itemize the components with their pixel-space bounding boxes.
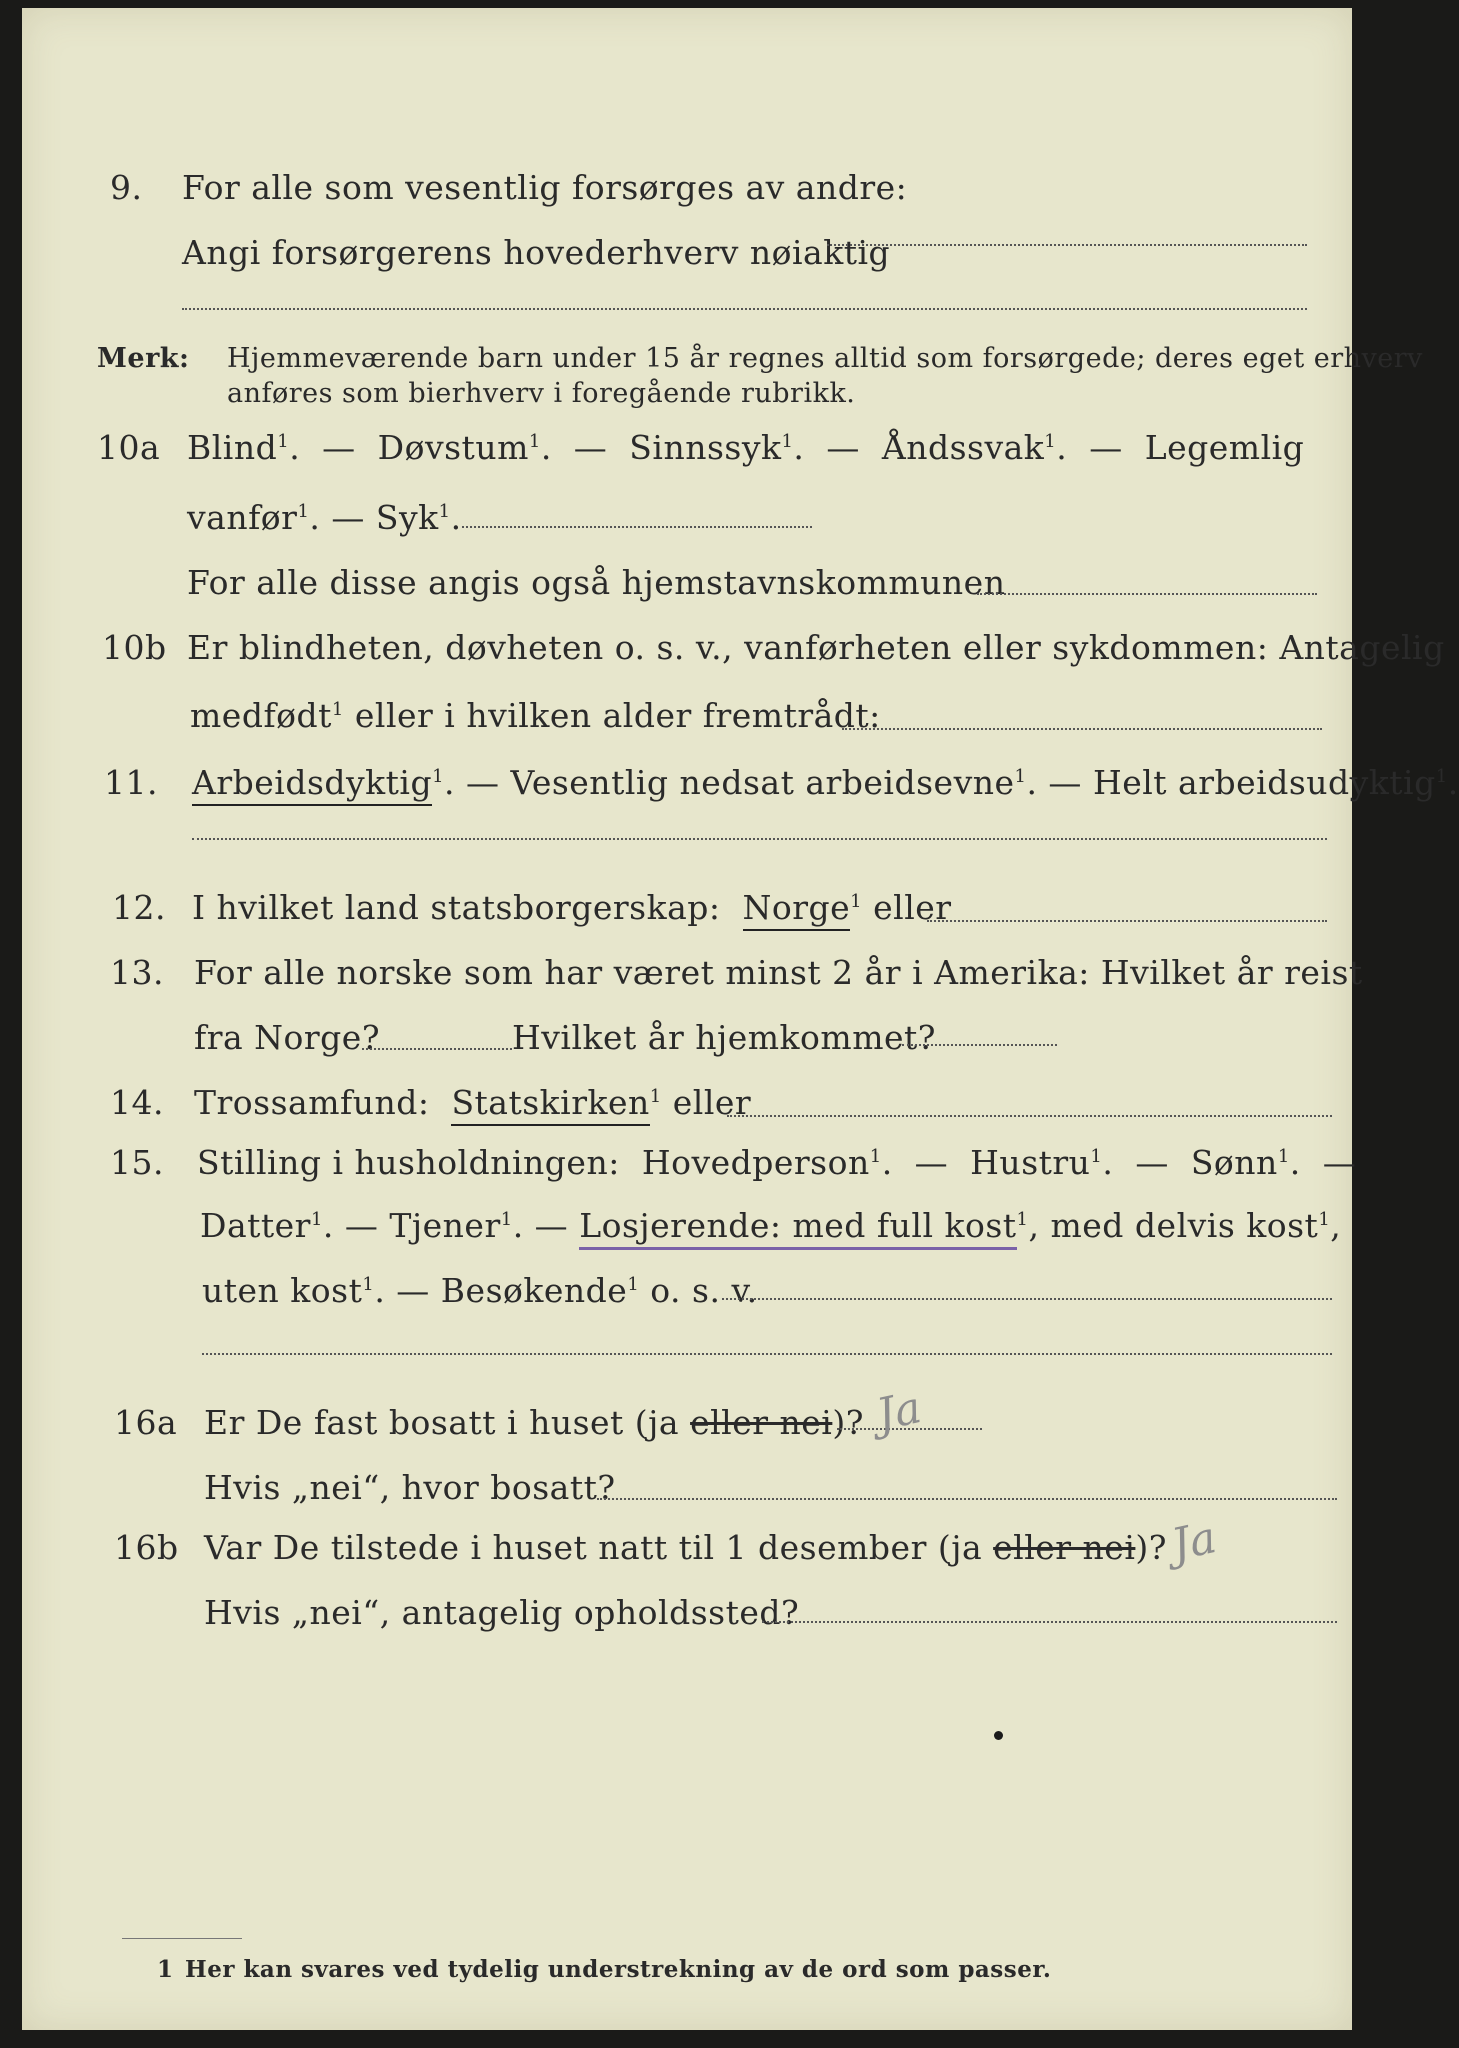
question-number: 10b xyxy=(102,628,167,667)
ink-dot xyxy=(994,1731,1003,1740)
answer-line[interactable] xyxy=(727,1115,1332,1117)
option-besokende[interactable]: Besøkende xyxy=(440,1271,628,1310)
footnote-text: Her kan svares ved tydelig understrekning av de ord som passer. xyxy=(185,1956,1052,1983)
option-medfodt[interactable]: medfødt xyxy=(190,696,332,735)
option-arbeidsudyktig[interactable]: Helt arbeidsudyktig xyxy=(1092,763,1436,802)
question-text: Stilling i husholdningen: xyxy=(197,1143,620,1182)
question-text: eller i hvilken alder fremtrådt: xyxy=(354,696,881,735)
answer-line[interactable] xyxy=(462,526,812,528)
option-datter[interactable]: Datter xyxy=(200,1206,311,1245)
answer-line[interactable] xyxy=(192,838,1327,840)
option-uten-kost[interactable]: uten kost xyxy=(202,1271,363,1310)
struck-option: eller nei xyxy=(690,1403,833,1442)
option-arbeidsdyktig[interactable]: Arbeidsdyktig xyxy=(192,763,432,806)
option-nedsat-arbeidsevne[interactable]: Vesentlig nedsat arbeidsevne xyxy=(510,763,1015,802)
question-text: Trossamfund: xyxy=(194,1083,430,1122)
question-text: Angi forsørgerens hovederhverv nøiaktig xyxy=(182,233,891,272)
census-form-page: 9. For alle som vesentlig forsørges av andre: Angi forsørgerens hovederhverv nøiaktig Merk: Hjemmeværende barn under 15 år regnes alltid som forsørgede; deres eget erhverv anføres som bierhverv i foregående rubrikk. 10a Blind$^1$. — Døvstum$^1$. — Sinnssyk$^1$. — Åndssvak$^1$. — Legemlig vanfør$^1$. — Syk$^1$. For alle disse angis også hjemstavnskommunen 10b Er blindheten, døvheten o. s. v., vanførheten eller sykdommen: Antagelig medfødt$^1$ eller i hvilken alder fremtrådt: 11. Arbeidsdyktig$^1$. — Vesentlig nedsat arbeidsevne$^1$. — Helt arbeidsudyktig$^1$. 12. I hvilket land statsborgerskap: Norge$^1$ eller 13. For alle norske som har været minst 2 år i Amerika: Hvilket år reist fra Norge? Hvilket år hjemkommet? 14. Trossamfund: Statskirken$^1$ eller 15. Stilling i husholdningen: Hovedperson$^1$. — Hustru$^1$. — Sønn$^1$. — Datter$^1$. — Tjener$^1$. — Losjerende: med full kost$^1$, med delvis kost$^1$, uten kost$^1$. — Besøkende$^1$ o. s. v. 16a Er De fast bosatt i huset (ja eller nei)? Ja Hvis „nei“, hvor bosatt? 16b Var De tilstede i huset natt til 1 desember (ja eller nei)? Ja Hvis „nei“, antagelig opholdssted? 1 Her kan svares ved tydelig understrekning av de ord som passer. xyxy=(22,8,1352,2030)
question-text: For alle som vesentlig forsørges av andre: xyxy=(182,168,908,207)
handwritten-answer: Ja xyxy=(872,1381,926,1442)
answer-line[interactable] xyxy=(827,244,1307,246)
option-sonn[interactable]: Sønn xyxy=(1190,1143,1278,1182)
answer-line[interactable] xyxy=(202,1353,1332,1355)
option-blind[interactable]: Blind xyxy=(187,428,278,467)
question-text: )? xyxy=(832,1403,864,1442)
option-dovstum[interactable]: Døvstum xyxy=(377,428,529,467)
option-legemlig[interactable]: Legemlig xyxy=(1144,428,1305,467)
option-vanfor[interactable]: vanfør xyxy=(187,498,298,537)
question-number: 15. xyxy=(110,1143,164,1182)
question-options: Blind$^1$. — Døvstum$^1$. — Sinnssyk$^1$. — Åndssvak$^1$. — Legemlig xyxy=(187,428,1305,467)
question-text: o. s. v. xyxy=(650,1271,758,1310)
option-syk[interactable]: Syk xyxy=(375,498,439,537)
note-text: anføres som bierhverv i foregående rubrikk. xyxy=(227,378,856,409)
question-number: 13. xyxy=(110,953,164,992)
question-number: 10a xyxy=(97,428,161,467)
note-text: Hjemmeværende barn under 15 år regnes alltid som forsørgede; deres eget erhverv xyxy=(227,343,1423,374)
answer-line[interactable] xyxy=(362,1048,512,1050)
answer-line[interactable] xyxy=(762,1621,1337,1623)
question-text: eller xyxy=(672,1083,752,1122)
question-text: fra Norge? xyxy=(194,1018,381,1057)
question-text: Hvis „nei“, hvor bosatt? xyxy=(204,1468,616,1507)
question-text: Var De tilstede i huset natt til 1 desember (ja xyxy=(204,1528,983,1567)
option-norge[interactable]: Norge xyxy=(743,888,851,931)
question-text: eller xyxy=(873,888,952,927)
question-text: Er blindheten, døvheten o. s. v., vanførheten eller sykdommen: Antagelig xyxy=(187,628,1445,667)
answer-line[interactable] xyxy=(182,308,1307,310)
answer-line[interactable] xyxy=(977,593,1317,595)
answer-line[interactable] xyxy=(902,1044,1057,1046)
answer-line[interactable] xyxy=(927,920,1327,922)
option-hustru[interactable]: Hustru xyxy=(970,1143,1091,1182)
question-number: 16a xyxy=(114,1403,178,1442)
question-text: For alle norske som har været minst 2 år i Amerika: Hvilket år reist xyxy=(194,953,1363,992)
option-delvis-kost[interactable]: med delvis kost xyxy=(1050,1206,1319,1245)
question-number: 14. xyxy=(110,1083,164,1122)
note-label: Merk: xyxy=(97,343,190,374)
option-statskirken[interactable]: Statskirken xyxy=(451,1083,649,1126)
question-number: 9. xyxy=(110,168,143,207)
answer-line[interactable] xyxy=(597,1498,1337,1500)
footnote-rule xyxy=(122,1938,242,1939)
question-text: For alle disse angis også hjemstavnskommunen xyxy=(187,563,1006,602)
option-hovedperson[interactable]: Hovedperson xyxy=(641,1143,870,1182)
option-losjerende-full-kost[interactable]: Losjerende: med full kost xyxy=(579,1206,1016,1250)
question-text: Er De fast bosatt i huset (ja xyxy=(204,1403,680,1442)
question-text: Hvilket år hjemkommet? xyxy=(512,1018,936,1057)
question-number: 16b xyxy=(114,1528,179,1567)
answer-line[interactable] xyxy=(842,728,1322,730)
footnote-mark: 1 xyxy=(157,1956,174,1983)
option-andssvak[interactable]: Åndssvak xyxy=(881,428,1045,467)
question-number: 11. xyxy=(104,763,158,802)
handwritten-answer: Ja xyxy=(1167,1511,1221,1572)
option-tjener[interactable]: Tjener xyxy=(389,1206,501,1245)
question-number: 12. xyxy=(112,888,166,927)
question-text: Hvis „nei“, antagelig opholdssted? xyxy=(204,1593,800,1632)
answer-line[interactable] xyxy=(722,1298,1332,1300)
question-text: )? xyxy=(1135,1528,1167,1567)
struck-option: eller nei xyxy=(993,1528,1136,1567)
option-sinnssyk[interactable]: Sinnssyk xyxy=(629,428,782,467)
question-text: I hvilket land statsborgerskap: xyxy=(192,888,721,927)
